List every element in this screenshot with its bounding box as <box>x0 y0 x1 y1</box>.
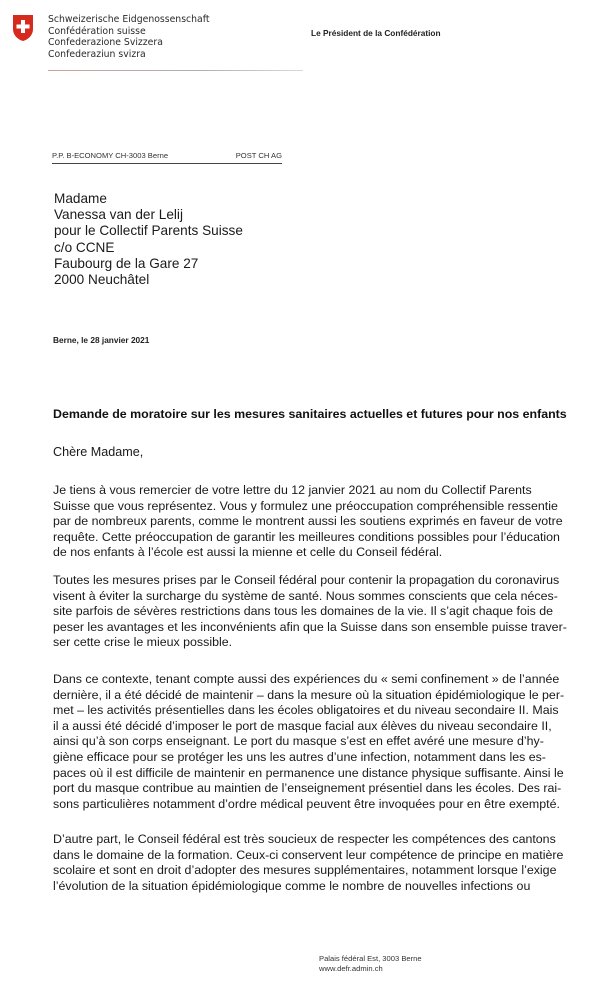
postal-line <box>52 151 282 164</box>
federation-name-rm: Confederaziun svizra <box>48 48 146 60</box>
text-line: Toutes les mesures prises par le Conseil fédéral pour contenir la propagation du coronavirus <box>53 573 560 587</box>
text-line: site parfois de sévères restrictions dans tous les domaines de la vie. Il s’agit chaque fois de <box>53 604 554 619</box>
sender-title: Le Président de la Confédération <box>311 28 441 38</box>
text-line: ainsi qu’à son corps enseignant. Le port du masque s’est en effet avéré une mesure d’hy- <box>53 734 544 749</box>
text-line: visent à éviter la surcharge du système de santé. Nous sommes conscients que cela néces- <box>53 588 558 603</box>
header-divider <box>48 70 303 71</box>
text-line: ser cette crise le mieux possible. <box>53 635 233 650</box>
text-line: il a aussi été décidé d’imposer le port de masque facial aux élèves du niveau secondaire II, <box>53 718 552 733</box>
federation-names <box>48 14 210 60</box>
text-line: Je tiens à vous remercier de votre lettre du 12 janvier 2021 au nom du Collectif Parents <box>53 483 532 497</box>
text-line: requête. Cette préoccupation de garantir les meilleures conditions possibles pour l’éducation <box>53 529 560 544</box>
recipient-address <box>54 191 243 288</box>
paragraph-4 <box>53 832 613 894</box>
postal-franking: P.P. B-ECONOMY CH-3003 Berne <box>52 151 169 160</box>
text-line: par de nombreux parents, comme le montrent aussi les soutiens exprimés en faveur de votre <box>53 514 563 529</box>
recipient-line: Madame <box>54 191 107 206</box>
recipient-line: c/o CCNE <box>54 239 115 255</box>
text-line: Suisse que vous représentez. Vous y formulez une préoccupation compréhensible ressentie <box>53 498 558 513</box>
letter-footer <box>319 954 422 974</box>
text-line: paces où il est difficile de maintenir en permanence une distance physique suffisante. Ainsi le <box>53 765 564 780</box>
federation-name-fr: Confédération suisse <box>48 25 146 37</box>
text-line: peser les avantages et les inconvénients afin que la Suisse dans son ensemble puisse traver- <box>53 619 567 634</box>
salutation: Chère Madame, <box>53 445 144 459</box>
letter-date: Berne, le 28 janvier 2021 <box>53 335 150 345</box>
paragraph-2 <box>53 573 613 651</box>
text-line: sons particulières notamment d’ordre médical peuvent être invoquées pour en être exempté. <box>53 796 560 811</box>
footer-website: www.defr.admin.ch <box>319 964 383 973</box>
letter-subject: Demande de moratoire sur les mesures sanitaires actuelles et futures pour nos enfants <box>53 407 567 421</box>
federation-name-de: Schweizerische Eidgenossenschaft <box>48 14 210 25</box>
text-line: port du masque contribue au maintien de l’enseignement présentiel dans les écoles. Des rai- <box>53 781 562 796</box>
federation-name-it: Confederazione Svizzera <box>48 37 163 49</box>
text-line: giène efficace pour se protéger les uns les autres d’une infection, notamment dans les es- <box>53 749 546 764</box>
recipient-line: Faubourg de la Gare 27 <box>54 255 199 271</box>
footer-address: Palais fédéral Est, 3003 Berne <box>319 954 422 963</box>
text-line: met – les activités présentielles dans les écoles obligatoires et du niveau secondaire II. Mais <box>53 703 559 718</box>
text-line: de nos enfants à l’école est aussi la mienne et celle du Conseil fédéral. <box>53 545 443 560</box>
recipient-line: 2000 Neuchâtel <box>54 272 150 288</box>
text-line: D’autre part, le Conseil fédéral est très soucieux de respecter les compétences des cantons <box>53 832 556 846</box>
paragraph-1 <box>53 483 613 561</box>
text-line: dernière, il a été décidé de maintenir – dans la mesure où la situation épidémiologique le per- <box>53 687 565 702</box>
text-line: l’évolution de la situation épidémiologique comme le nombre de nouvelles infections ou <box>53 878 531 893</box>
text-line: dans le domaine de la formation. Ceux-ci conservent leur compétence de principe en matière <box>53 847 564 862</box>
text-line: scolaire et sont en droit d’adopter des mesures supplémentaires, notamment lorsque l’exige <box>53 863 557 878</box>
paragraph-3 <box>53 672 613 812</box>
recipient-line: Vanessa van der Lelij <box>54 207 183 223</box>
postal-carrier: POST CH AG <box>235 151 282 160</box>
swiss-coat-of-arms-icon <box>12 14 34 42</box>
recipient-line: pour le Collectif Parents Suisse <box>54 223 243 239</box>
text-line: Dans ce contexte, tenant compte aussi des expériences du « semi confinement » de l’année <box>53 672 560 686</box>
